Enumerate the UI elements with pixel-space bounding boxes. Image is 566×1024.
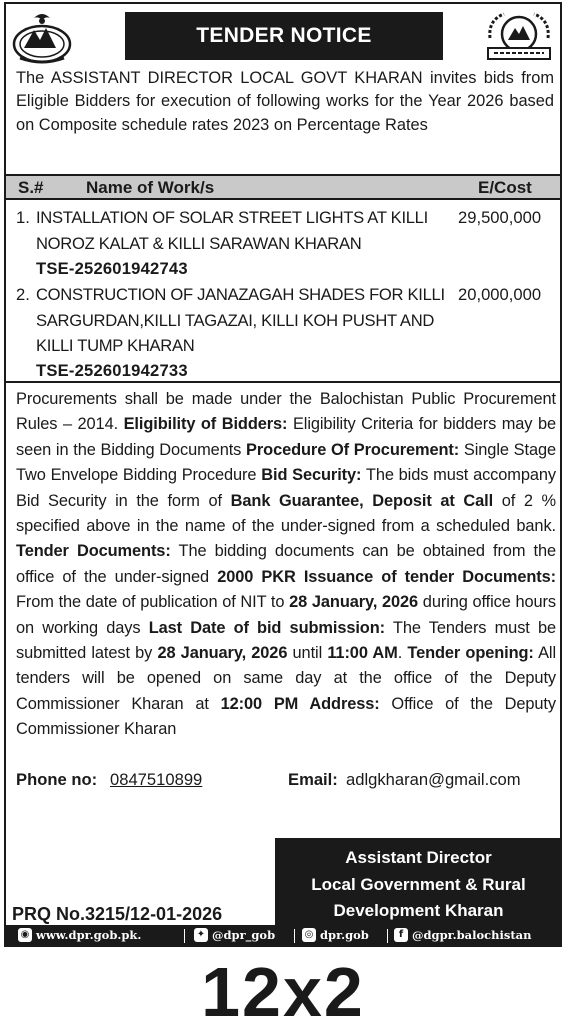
procedure-heading: Procedure Of Procurement: <box>246 440 460 459</box>
contact-line <box>16 770 556 794</box>
terms-text: The bids must accompany Bid Security in the form of <box>16 466 556 510</box>
work-tender-id: TSE-252601942743 <box>36 259 188 278</box>
work-row <box>16 282 556 382</box>
header-name-of-works: Name of Work/s <box>86 178 215 197</box>
signature-line: Local Government & Rural <box>311 874 526 894</box>
globe-icon: ◉ <box>18 928 32 942</box>
terms-text: From the date of publication of NIT to <box>16 593 290 612</box>
terms-text: during office hours on working days <box>16 593 556 637</box>
terms-text: Single Stage Two Envelope Bidding Procedure <box>16 440 556 485</box>
terms-text: until <box>287 644 328 663</box>
twitter-icon: ✦ <box>194 928 208 942</box>
terms-text: All tenders will be opened on same day at the office of the Deputy Commissioner Kharan at <box>16 644 557 713</box>
balochistan-emblem-logo <box>10 8 74 66</box>
tender-notice-title: TENDER NOTICE <box>125 12 443 60</box>
facebook-handle: @dgpr.balochistan <box>412 928 532 942</box>
works-table-header <box>6 174 560 200</box>
email-label: Email: <box>288 770 338 789</box>
terms-text: Eligibility Criteria for bidders may be seen in the Bidding Documents <box>16 415 556 459</box>
work-number: 1. <box>16 208 30 227</box>
terms-text: The bidding documents can be obtained from the office of the under-signed <box>16 542 556 586</box>
twitter-handle: @dpr_gob <box>212 928 276 942</box>
signature-line: Assistant Director <box>345 848 492 867</box>
work-number: 2. <box>16 285 30 304</box>
footer-separator <box>294 929 295 943</box>
email-link[interactable]: adlgkharan@gmail.com <box>346 770 521 789</box>
work-cost: 29,500,000 <box>458 208 542 227</box>
instagram-icon: ◎ <box>302 928 316 942</box>
twitter-link[interactable] <box>194 928 275 942</box>
facebook-icon: f <box>394 928 408 942</box>
work-cost: 20,000,000 <box>458 285 542 304</box>
procurement-terms-paragraph <box>16 387 556 743</box>
notice-header <box>6 4 560 66</box>
terms-text: . <box>397 644 408 663</box>
signature-block <box>275 838 562 926</box>
submission-date: 28 January, 2026 <box>157 644 288 663</box>
tender-notice-sheet <box>4 2 562 946</box>
social-footer-bar <box>4 925 562 947</box>
section-divider <box>6 381 560 383</box>
tender-documents-heading: Tender Documents: <box>16 542 171 561</box>
website-link[interactable] <box>18 928 141 942</box>
issuance-deadline: 28 January, 2026 <box>289 593 419 612</box>
issuance-fee-heading: 2000 PKR Issuance of tender Documents: <box>217 567 557 586</box>
guarantee-text: Bank Guarantee, Deposit at Call <box>230 491 494 510</box>
work-name: INSTALLATION OF SOLAR STREET LIGHTS AT KILLI NOROZ KALAT & KILLI SARAWAN KHARAN <box>36 208 428 253</box>
terms-text: The Tenders must be submitted latest by <box>16 618 556 663</box>
terms-text: Procurements shall be made under the Balochistan Public Procurement Rules – 2014. <box>16 390 556 434</box>
terms-text: Office of the Deputy Commissioner Kharan <box>16 694 556 739</box>
phone-number[interactable]: 0847510899 <box>110 770 203 789</box>
header-serial-number: S.# <box>18 178 44 197</box>
local-government-seal-logo <box>482 8 556 66</box>
tender-opening-heading: Tender opening: <box>407 644 534 663</box>
bid-security-heading: Bid Security: <box>261 466 362 485</box>
work-tender-id: TSE-252601942733 <box>36 361 188 380</box>
phone-label: Phone no: <box>16 770 98 789</box>
instagram-handle: dpr.gob <box>320 928 369 942</box>
signature-line: Development Kharan <box>333 901 504 920</box>
instagram-link[interactable] <box>302 928 369 942</box>
header-estimated-cost: E/Cost <box>478 178 532 197</box>
opening-time-address-heading: 12:00 PM Address: <box>220 694 380 713</box>
footer-separator <box>184 929 185 943</box>
intro-paragraph: The ASSISTANT DIRECTOR LOCAL GOVT KHARAN invites bids from Eligible Bidders for execution of following works for the Year 2026 based on Composite schedule rates 2023 on Percentage Rates <box>16 69 554 134</box>
prq-number: PRQ No.3215/12-01-2026 <box>12 904 223 924</box>
work-name: CONSTRUCTION OF JANAZAGAH SHADES FOR KILLI SARGURDAN,KILLI TAGAZAI, KILLI KOH PUSHT AND KILLI TUMP KHARAN <box>36 285 445 355</box>
footer-separator <box>387 929 388 943</box>
submission-time: 11:00 AM <box>327 644 398 663</box>
eligibility-heading: Eligibility of Bidders: <box>123 415 288 434</box>
ad-size-label: 12x2 <box>201 953 365 1024</box>
terms-text: of 2 % specified above in the name of the under-signed from a scheduled bank. <box>16 491 556 536</box>
last-date-heading: Last Date of bid submission: <box>148 618 385 637</box>
website-text: www.dpr.gob.pk. <box>36 928 142 942</box>
work-row <box>16 205 556 285</box>
facebook-link[interactable] <box>394 928 532 942</box>
